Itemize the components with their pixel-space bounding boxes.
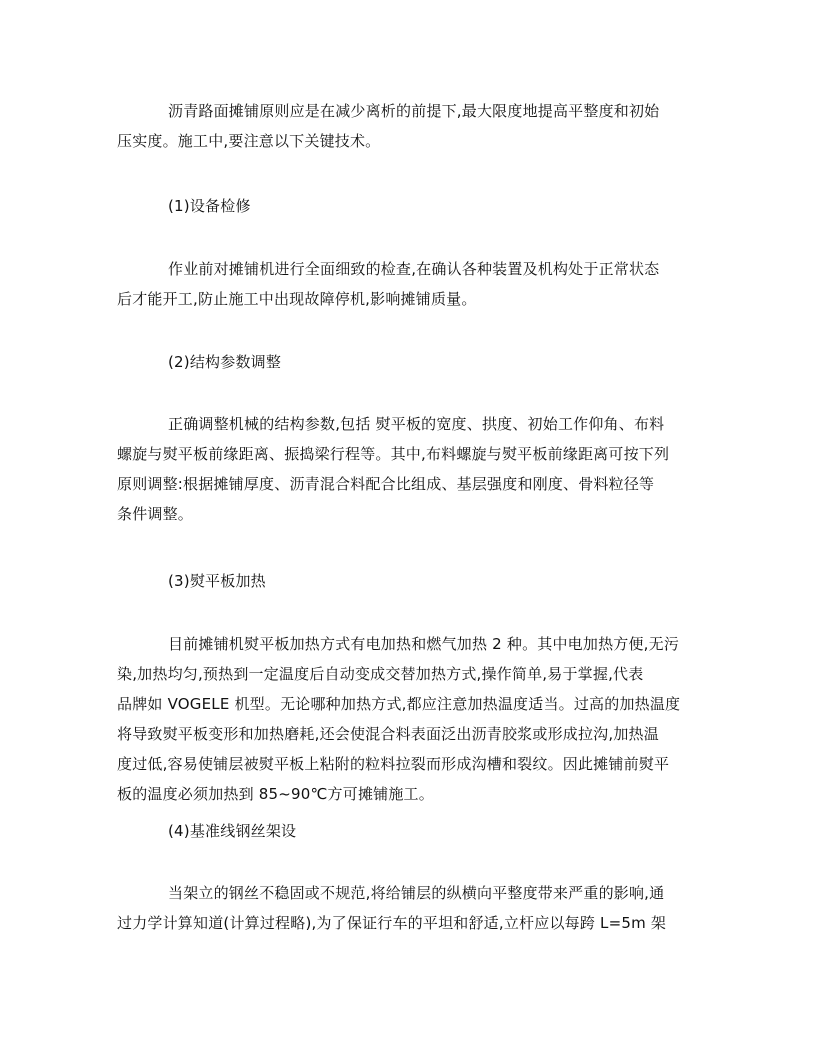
parameter-adjustment-paragraph bbox=[117, 409, 702, 529]
heading-text: (1)设备检修 bbox=[168, 197, 251, 215]
heading-text: (3)熨平板加热 bbox=[168, 572, 266, 590]
heading-text: (2)结构参数调整 bbox=[168, 353, 282, 371]
section-heading-screed-heating bbox=[117, 566, 702, 596]
section-heading-equipment-inspection bbox=[117, 191, 702, 221]
reference-wire-paragraph bbox=[117, 878, 702, 938]
text-line: 压实度。施工中,要注意以下关键技术。 bbox=[117, 132, 381, 150]
text-line: 板的温度必须加热到 85~90℃方可摊铺施工。 bbox=[117, 785, 434, 803]
text-line: 沥青路面摊铺原则应是在减少离析的前提下,最大限度地提高平整度和初始 bbox=[168, 102, 660, 120]
text-line: 螺旋与熨平板前缘距离、振捣梁行程等。其中,布料螺旋与熨平板前缘距离可按下列 bbox=[117, 445, 670, 463]
text-line: 染,加热均匀,预热到一定温度后自动变成交替加热方式,操作简单,易于掌握,代表 bbox=[117, 665, 644, 683]
text-line: 后才能开工,防止施工中出现故障停机,影响摊铺质量。 bbox=[117, 290, 477, 308]
heading-text: (4)基准线钢丝架设 bbox=[168, 822, 297, 840]
text-line: 条件调整。 bbox=[117, 505, 194, 523]
section-heading-reference-wire bbox=[117, 816, 702, 846]
text-line: 将导致熨平板变形和加热磨耗,还会使混合料表面泛出沥青胶浆或形成拉沟,加热温 bbox=[117, 725, 659, 743]
text-line: 正确调整机械的结构参数,包括 熨平板的宽度、拱度、初始工作仰角、布料 bbox=[168, 415, 665, 433]
text-line: 当架立的钢丝不稳固或不规范,将给铺层的纵横向平整度带来严重的影响,通 bbox=[168, 884, 665, 902]
section-heading-parameter-adjustment bbox=[117, 347, 702, 377]
text-line: 原则调整:根据摊铺厚度、沥青混合料配合比组成、基层强度和刚度、骨料粒径等 bbox=[117, 475, 655, 493]
equipment-inspection-paragraph bbox=[117, 254, 702, 314]
text-line: 作业前对摊铺机进行全面细致的检查,在确认各种装置及机构处于正常状态 bbox=[168, 260, 660, 278]
text-line: 目前摊铺机熨平板加热方式有电加热和燃气加热 2 种。其中电加热方便,无污 bbox=[168, 635, 680, 653]
text-line: 度过低,容易使铺层被熨平板上粘附的粒料拉裂而形成沟槽和裂纹。因此摊铺前熨平 bbox=[117, 755, 670, 773]
text-line: 品牌如 VOGELE 机型。无论哪种加热方式,都应注意加热温度适当。过高的加热温度 bbox=[117, 695, 681, 713]
text-line: 过力学计算知道(计算过程略),为了保证行车的平坦和舒适,立杆应以每跨 L=5m 架 bbox=[117, 914, 667, 932]
screed-heating-paragraph bbox=[117, 629, 702, 809]
intro-paragraph bbox=[117, 96, 702, 156]
